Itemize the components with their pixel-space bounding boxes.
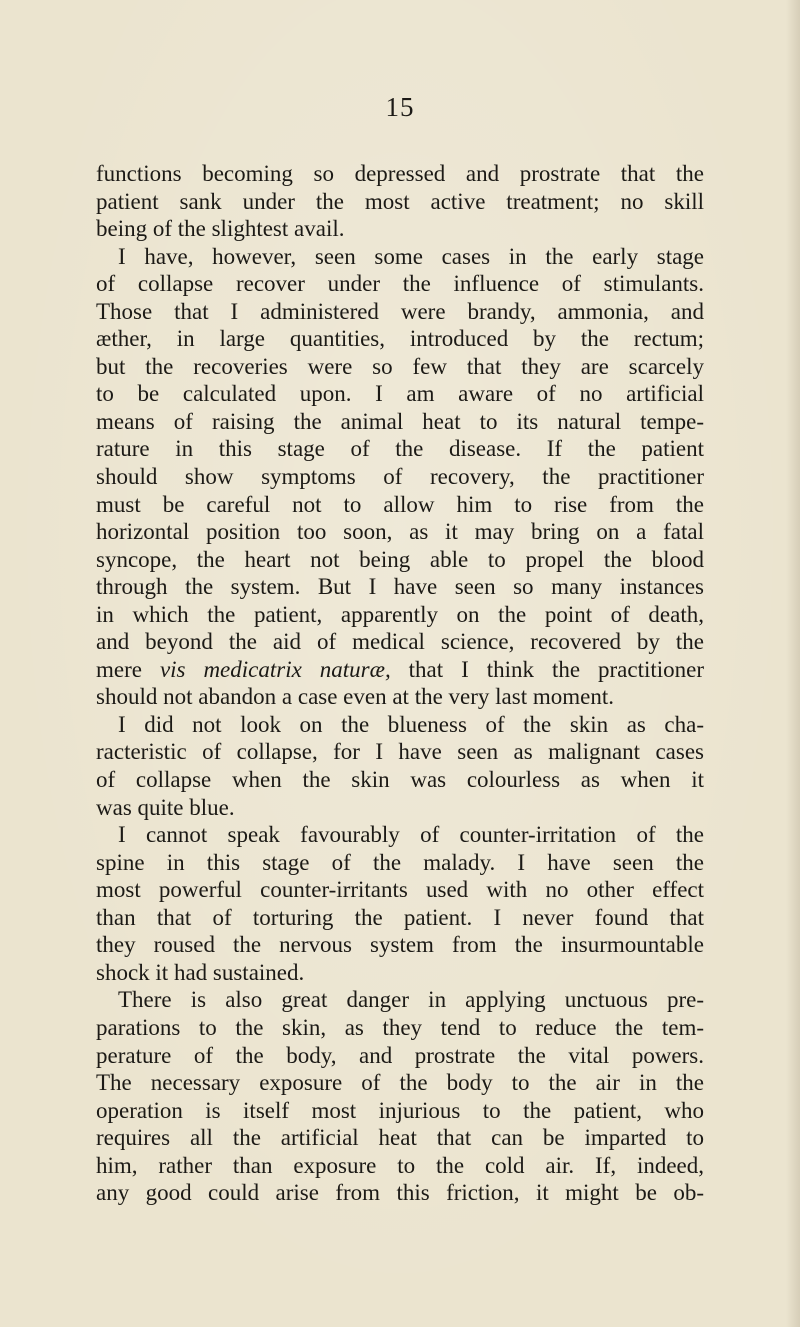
paragraph	[96, 821, 704, 986]
text-line: they roused the nervous system from the insurmountable	[96, 932, 704, 958]
page-edge-shadow	[786, 0, 800, 1327]
text-line: rature in this stage of the disease. If the patient	[96, 436, 704, 462]
text-line: than that of torturing the patient. I never found that	[96, 904, 704, 930]
text-line: horizontal position too soon, as it may bring on a fatal	[96, 519, 704, 545]
text-line: him, rather than exposure to the cold air. If, indeed,	[96, 1152, 704, 1178]
text-line: must be careful not to allow him to rise from the	[96, 491, 704, 517]
text-line: I cannot speak favourably of counter-irritation of the	[118, 822, 704, 848]
page-number: 15	[385, 92, 415, 122]
line-text-before: mere	[96, 656, 160, 682]
text-line: through the system. But I have seen so many instances	[96, 574, 704, 600]
text-line: means of raising the animal heat to its natural tempe-	[96, 408, 704, 434]
text-line-with-latin-phrase	[96, 656, 704, 684]
paragraph	[96, 160, 704, 243]
text-line: perature of the body, and prostrate the vital powers.	[96, 1042, 704, 1068]
text-line: operation is itself most injurious to the patient, who	[96, 1097, 704, 1123]
text-line: and beyond the aid of medical science, recovered by the	[96, 629, 704, 655]
text-line: Those that I administered were brandy, ammonia, and	[96, 298, 704, 324]
text-line: was quite blue.	[96, 794, 235, 820]
text-line: syncope, the heart not being able to propel the blood	[96, 546, 704, 572]
text-line: requires all the artificial heat that can be imparted to	[96, 1125, 704, 1151]
text-line: being of the slightest avail.	[96, 216, 345, 242]
text-line: spine in this stage of the malady. I have seen the	[96, 849, 704, 875]
paragraph	[96, 243, 704, 711]
text-line: æther, in large quantities, introduced by the rectum;	[96, 326, 704, 352]
text-line: in which the patient, apparently on the point of death,	[96, 601, 704, 627]
line-text-after: that I think the practitioner	[390, 656, 705, 682]
text-line: The necessary exposure of the body to the air in the	[96, 1070, 704, 1096]
text-line: should not abandon a case even at the very last moment.	[96, 684, 614, 710]
text-line: any good could arise from this friction, it might be ob-	[96, 1180, 704, 1206]
text-line: of collapse when the skin was colourless as when it	[96, 767, 704, 793]
text-line: patient sank under the most active treatment; no skill	[96, 188, 704, 214]
text-line: functions becoming so depressed and prostrate that the	[96, 161, 704, 186]
body-text	[96, 160, 704, 1207]
text-line: parations to the skin, as they tend to reduce the tem-	[96, 1014, 704, 1040]
text-line: but the recoveries were so few that they are scarcely	[96, 353, 704, 379]
paragraph	[96, 711, 704, 821]
text-line: There is also great danger in applying unctuous pre-	[118, 987, 704, 1013]
text-line: most powerful counter-irritants used with no other effect	[96, 877, 704, 903]
text-line: should show symptoms of recovery, the practitioner	[96, 464, 704, 490]
paragraph	[96, 986, 704, 1206]
text-line: shock it had sustained.	[96, 959, 305, 985]
text-line: of collapse recover under the influence of stimulants.	[96, 271, 704, 297]
text-line: racteristic of collapse, for I have seen as malignant cases	[96, 739, 704, 765]
text-line: I have, however, seen some cases in the early stage	[118, 243, 704, 269]
latin-phrase: vis medicatrix naturæ,	[159, 656, 391, 682]
text-line: I did not look on the blueness of the skin as cha-	[118, 711, 704, 737]
text-line: to be calculated upon. I am aware of no artificial	[96, 381, 704, 407]
